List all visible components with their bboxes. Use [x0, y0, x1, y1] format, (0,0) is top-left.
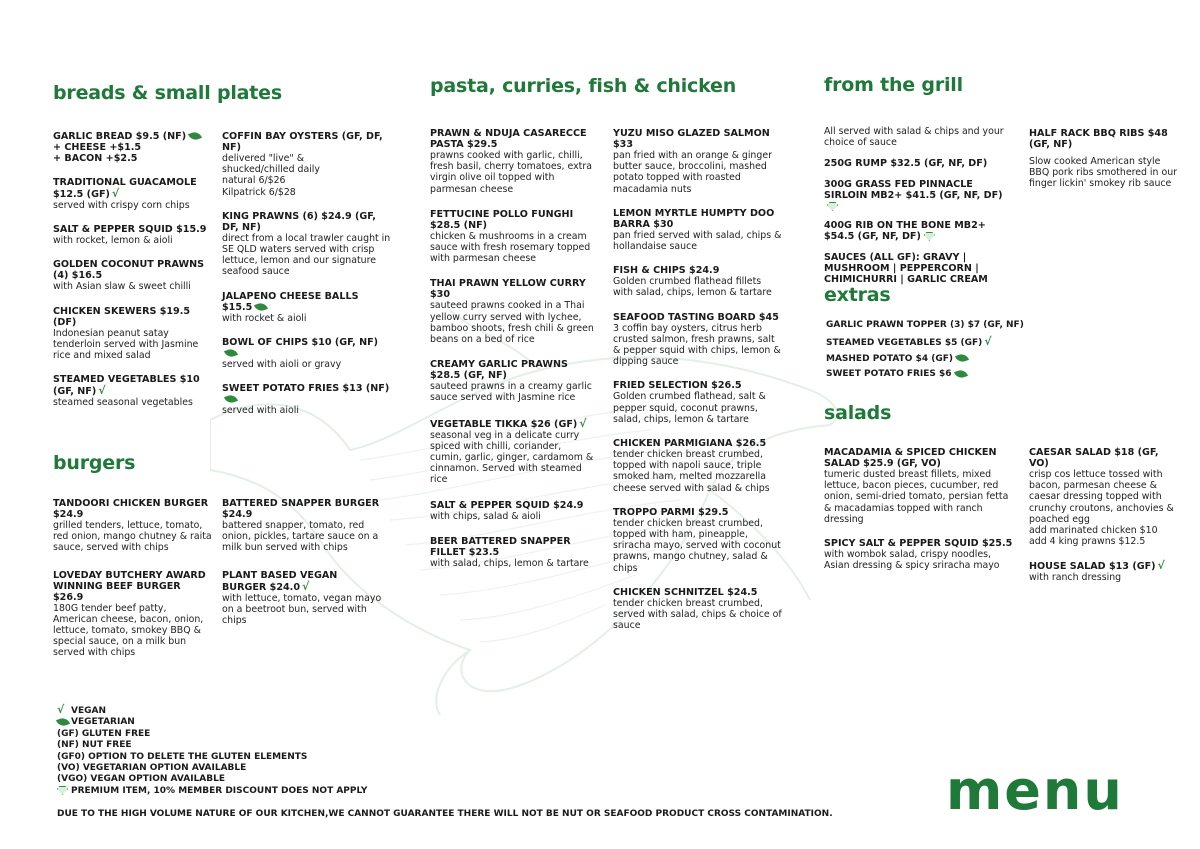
item-description: served with aioli [222, 405, 299, 417]
item-name: CHICKEN SKEWERS $19.5 (DF) [53, 305, 191, 328]
vegan-tick-icon: √ [1157, 559, 1165, 573]
item-description: served with aioli or gravy [222, 358, 342, 370]
item-name: KING PRAWNS (6) $24.9 (GF, DF, NF) [222, 210, 376, 233]
item-name: SEAFOOD TASTING BOARD $45 [613, 311, 779, 323]
item-name: SALT & PEPPER SQUID $15.9 [53, 224, 207, 236]
item-name: TROPPO PARMI $29.5 [613, 506, 729, 518]
item-description: steamed seasonal vegetables [53, 397, 193, 409]
item-price-line: Kilpatrick 6/$28 [222, 186, 296, 198]
menu-item [53, 131, 213, 164]
legend-label: (NF) NUT FREE [57, 740, 132, 751]
item-name: GARLIC BREAD $9.5 (NF) [53, 131, 187, 142]
item-description: Golden crumbed flathead fillets with salad, chips, lemon & tartare [613, 276, 772, 299]
item-description: with rocket, lemon & aioli [53, 235, 173, 247]
menu-item [613, 507, 783, 574]
salads-column-1 [824, 447, 1014, 584]
item-description: pan fried served with salad, chips & hollandaise sauce [613, 229, 782, 253]
item-name: COFFIN BAY OYSTERS (GF, DF, NF) [222, 131, 383, 153]
menu-item [1029, 560, 1179, 583]
breads-heading: breads & small plates [53, 82, 282, 104]
menu-item [613, 587, 783, 632]
item-name: SPICY SALT & PEPPER SQUID $25.5 [824, 538, 1013, 550]
extras-item: STEAMED VEGETABLES $5 (GF) [826, 337, 983, 348]
menu-item [53, 177, 213, 211]
item-description: tumeric dusted breast fillets, mixed lettuce, bacon pieces, cucumber, red onion, semi-dried tomato, persian fetta & macadamias topped with ranch dressing [824, 469, 1009, 525]
menu-item [613, 380, 783, 425]
leaf-icon [224, 347, 238, 359]
item-description: battered snapper, tomato, red onion, pickles, tartare sauce on a milk bun served with chips [222, 520, 379, 554]
item-description: prawns cooked with garlic, chilli, fresh basil, cherry tomatoes, extra virgin olive oil topped with parmesan cheese [430, 150, 592, 195]
menu-item [430, 536, 595, 569]
salads-heading: salads [824, 402, 892, 424]
grill-item: 400G RIB ON THE BONE MB2+ $54.5 (GF, NF, DF) [824, 220, 986, 243]
item-name: LOVEDAY BUTCHERY AWARD WINNING BEEF BURGER $26.9 [53, 569, 206, 603]
item-description: with rocket & aioli [222, 312, 307, 324]
menu-item [613, 312, 783, 368]
item-name: STEAMED VEGETABLES $10 (GF, NF) [53, 374, 200, 398]
item-description: crisp cos lettuce tossed with bacon, parmesan cheese & caesar dressing topped with crunchy croutons, anchovies & poached egg [1029, 469, 1174, 525]
item-name: CHICKEN PARMIGIANA $26.5 [613, 438, 767, 450]
burgers-column-1 [53, 498, 213, 672]
grill-intro: All served with salad & chips and your choice of sauce [824, 126, 1004, 149]
item-description: tender chicken breast crumbed, served with salad, chips & choice of sauce [613, 597, 782, 632]
item-description: 3 coffin bay oysters, citrus herb crusted salmon, fresh prawns, salt & pepper squid with chips, lemon & dipping sauce [613, 322, 781, 368]
menu-item [53, 498, 213, 554]
legend-label: VEGETARIAN [71, 717, 135, 728]
vegan-tick-icon: √ [984, 334, 992, 348]
legend-label: (GF0) OPTION TO DELETE THE GLUTEN ELEMENTS [57, 751, 308, 762]
menu-item [430, 418, 595, 486]
vegan-tick-icon: √ [57, 703, 65, 716]
menu-item [53, 259, 213, 292]
leaf-icon [955, 352, 969, 364]
vegan-tick-icon: √ [111, 187, 120, 200]
item-description: sauteed prawns cooked in a Thai yellow curry served with lychee, bamboo shoots, fresh chili & green beans on a bed of rice [430, 300, 594, 346]
menu-item [430, 278, 595, 345]
item-name: BEER BATTERED SNAPPER FILLET $23.5 [430, 535, 571, 558]
item-addon: + BACON +$2.5 [53, 153, 138, 164]
item-description: with ranch dressing [1029, 572, 1122, 584]
item-addon: add 4 king prawns $12.5 [1029, 536, 1146, 548]
gem-icon [924, 232, 935, 241]
menu-title: menu [946, 759, 1124, 822]
item-name: SWEET POTATO FRIES $13 (NF) [222, 383, 390, 395]
menu-item [222, 498, 382, 554]
item-name: HALF RACK BBQ RIBS $48 (GF, NF) [1029, 128, 1168, 150]
burgers-heading: burgers [53, 452, 136, 474]
item-description: grilled tenders, lettuce, tomato, red onion, mango chutney & raita sauce, served with chips [53, 520, 212, 554]
item-name: BOWL OF CHIPS $10 (GF, NF) [222, 336, 379, 348]
legend-label: (GF) GLUTEN FREE [57, 728, 151, 739]
legend-label: VEGAN [71, 706, 106, 716]
item-description: Indonesian peanut satay tenderloin served with Jasmine rice and mixed salad [53, 327, 199, 362]
breads-column-1 [53, 131, 213, 421]
vegan-tick-icon: √ [302, 579, 310, 593]
item-description: Golden crumbed flathead, salt & pepper squid, coconut prawns, salad, chips, lemon & tartare [613, 391, 766, 425]
item-description: delivered "live" & [222, 153, 305, 164]
grill-heading: from the grill [824, 74, 963, 96]
item-description: with salad, chips, lemon & tartare [430, 557, 589, 569]
grill-item: 250G RUMP $32.5 (GF, NF, DF) [824, 158, 988, 170]
leaf-icon [254, 301, 268, 313]
menu-item [53, 374, 213, 408]
item-description: pan fried with an orange & ginger butter sauce, broccolini, mashed potato topped with roasted macadamia nuts [613, 150, 772, 195]
item-description: direct from a local trawler caught in SE QLD waters served with crisp lettuce, lemon and our signature seafood sauce [222, 232, 391, 278]
menu-item [430, 209, 595, 265]
menu-item [222, 211, 392, 278]
item-name: FETTUCINE POLLO FUNGHI $28.5 (NF) [430, 208, 574, 231]
gem-icon [57, 786, 68, 795]
item-name: TANDOORI CHICKEN BURGER $24.9 [53, 498, 209, 520]
item-name: THAI PRAWN YELLOW CURRY $30 [430, 278, 586, 301]
leaf-icon [56, 716, 70, 728]
item-name: LEMON MYRTLE HUMPTY DOO BARRA $30 [613, 207, 775, 230]
item-name: VEGETABLE TIKKA $26 (GF) [430, 418, 578, 430]
item-name: TRADITIONAL GUACAMOLE $12.5 (GF) [53, 177, 197, 200]
item-addon: + CHEESE +$1.5 [53, 142, 142, 153]
leaf-icon [224, 393, 238, 405]
menu-item [222, 383, 392, 416]
menu-item [613, 265, 783, 298]
menu-item [53, 224, 213, 246]
leaf-icon [188, 130, 202, 142]
menu-item [430, 500, 595, 522]
leaf-icon [954, 368, 968, 380]
salads-column-2 [1029, 447, 1179, 597]
item-description: with Asian slaw & sweet chilli [53, 281, 191, 293]
item-name: CREAMY GARLIC PRAWNS $28.5 (GF, NF) [430, 359, 568, 382]
item-name: MACADAMIA & SPICED CHICKEN SALAD $25.9 (GF, VO) [824, 447, 997, 469]
vegan-tick-icon: √ [98, 384, 106, 398]
item-name: JALAPENO CHEESE BALLS $15.5 [222, 290, 359, 313]
item-price-line: natural 6/$26 [222, 175, 286, 187]
grill-item: 300G GRASS FED PINNACLE SIRLOIN MB2+ $41.5 (GF, NF, DF) [824, 179, 1003, 202]
pasta-heading: pasta, curries, fish & chicken [430, 75, 737, 97]
dietary-legend [57, 704, 417, 797]
grill-column [824, 126, 1014, 285]
pasta-column-1 [430, 128, 595, 582]
grill-ribs [1029, 128, 1179, 190]
menu-item [824, 538, 1014, 571]
item-description: with wombok salad, crispy noodles, Asian dressing & spicy sriracha mayo [824, 549, 1000, 572]
extras-heading: extras [824, 284, 891, 306]
item-addon: add marinated chicken $10 [1029, 525, 1158, 537]
extras-item: SWEET POTATO FRIES $6 [826, 369, 952, 380]
legend-label: PREMIUM ITEM, 10% MEMBER DISCOUNT DOES NOT APPLY [71, 785, 368, 796]
item-name: FRIED SELECTION $26.5 [613, 380, 742, 392]
item-name: HOUSE SALAD $13 (GF) [1029, 561, 1156, 573]
menu-item [430, 128, 595, 195]
menu-item [53, 306, 213, 362]
item-name: BATTERED SNAPPER BURGER $24.9 [222, 498, 380, 520]
item-description: sauteed prawns in a creamy garlic sauce served with Jasmine rice [430, 381, 592, 404]
menu-item [222, 570, 382, 627]
item-description: Slow cooked American style BBQ pork ribs smothered in our finger lickin' smokey rib sauce [1029, 156, 1177, 190]
item-name: CHICKEN SCHNITZEL $24.5 [613, 586, 758, 598]
item-name: FISH & CHIPS $24.9 [613, 265, 720, 277]
disclaimer-text: DUE TO THE HIGH VOLUME NATURE OF OUR KITCHEN,WE CANNOT GUARANTEE THERE WILL NOT BE NUT OR SEAFOOD PRODUCT CROSS CONTAMINATION. [57, 809, 833, 819]
burgers-column-2 [222, 498, 382, 639]
item-description: shucked/chilled daily [222, 164, 320, 176]
item-description: tender chicken breast crumbed, topped with napoli sauce, triple smoked ham, melted mozzarella cheese served with salad & chips [613, 449, 770, 494]
item-description: with chips, salad & aioli [430, 510, 541, 522]
menu-item [430, 359, 595, 403]
menu-item [613, 438, 783, 494]
item-name: PRAWN & NDUJA CASARECCE PASTA $29.5 [430, 128, 587, 150]
grill-sauces: SAUCES (ALL GF): GRAVY | MUSHROOM | PEPPERCORN | CHIMICHURRI | GARLIC CREAM [824, 252, 988, 286]
menu-item [53, 570, 213, 659]
extras-item: GARLIC PRAWN TOPPER (3) $7 (GF, NF) [826, 320, 1024, 330]
menu-item [222, 131, 392, 198]
item-description: 180G tender beef patty, American cheese, bacon, onion, lettuce, tomato, smokey BBQ & special sauce, on a milk bun served with chips [53, 602, 204, 659]
item-name: GOLDEN COCONUT PRAWNS (4) $16.5 [53, 259, 205, 282]
menu-item [613, 128, 783, 195]
pasta-column-2 [613, 128, 783, 644]
item-description: served with crispy corn chips [53, 200, 190, 211]
extras-list [826, 318, 1026, 383]
menu-item [613, 208, 783, 252]
item-name: SALT & PEPPER SQUID $24.9 [430, 499, 584, 511]
gem-icon [827, 202, 838, 211]
vegan-tick-icon: √ [579, 416, 587, 430]
item-name: YUZU MISO GLAZED SALMON $33 [613, 128, 770, 150]
menu-item [824, 447, 1014, 525]
item-description: seasonal veg in a delicate curry spiced with chilli, coriander, cumin, garlic, ginger, cardamom & cinnamon. Served with steamed rice [430, 429, 594, 486]
extras-item: MASHED POTATO $4 (GF) [826, 353, 953, 364]
item-name: CAESAR SALAD $18 (GF, VO) [1029, 447, 1159, 469]
item-name: PLANT BASED VEGAN BURGER $24.0 [222, 569, 338, 593]
menu-item [222, 291, 392, 324]
breads-column-2 [222, 131, 392, 429]
item-description: tender chicken breast crumbed, topped with ham, pineapple, sriracha mayo, served with coconut prawns, mango chutney, salad & chips [613, 517, 781, 574]
menu-item [222, 337, 392, 370]
legend-label: (VO) VEGETARIAN OPTION AVAILABLE [57, 763, 247, 774]
item-description: chicken & mushrooms in a cream sauce with fresh rosemary topped with parmesan cheese [430, 230, 591, 265]
menu-item [1029, 447, 1179, 547]
legend-label: (VGO) VEGAN OPTION AVAILABLE [57, 774, 226, 785]
item-description: with lettuce, tomato, vegan mayo on a beetroot bun, served with chips [222, 592, 382, 627]
